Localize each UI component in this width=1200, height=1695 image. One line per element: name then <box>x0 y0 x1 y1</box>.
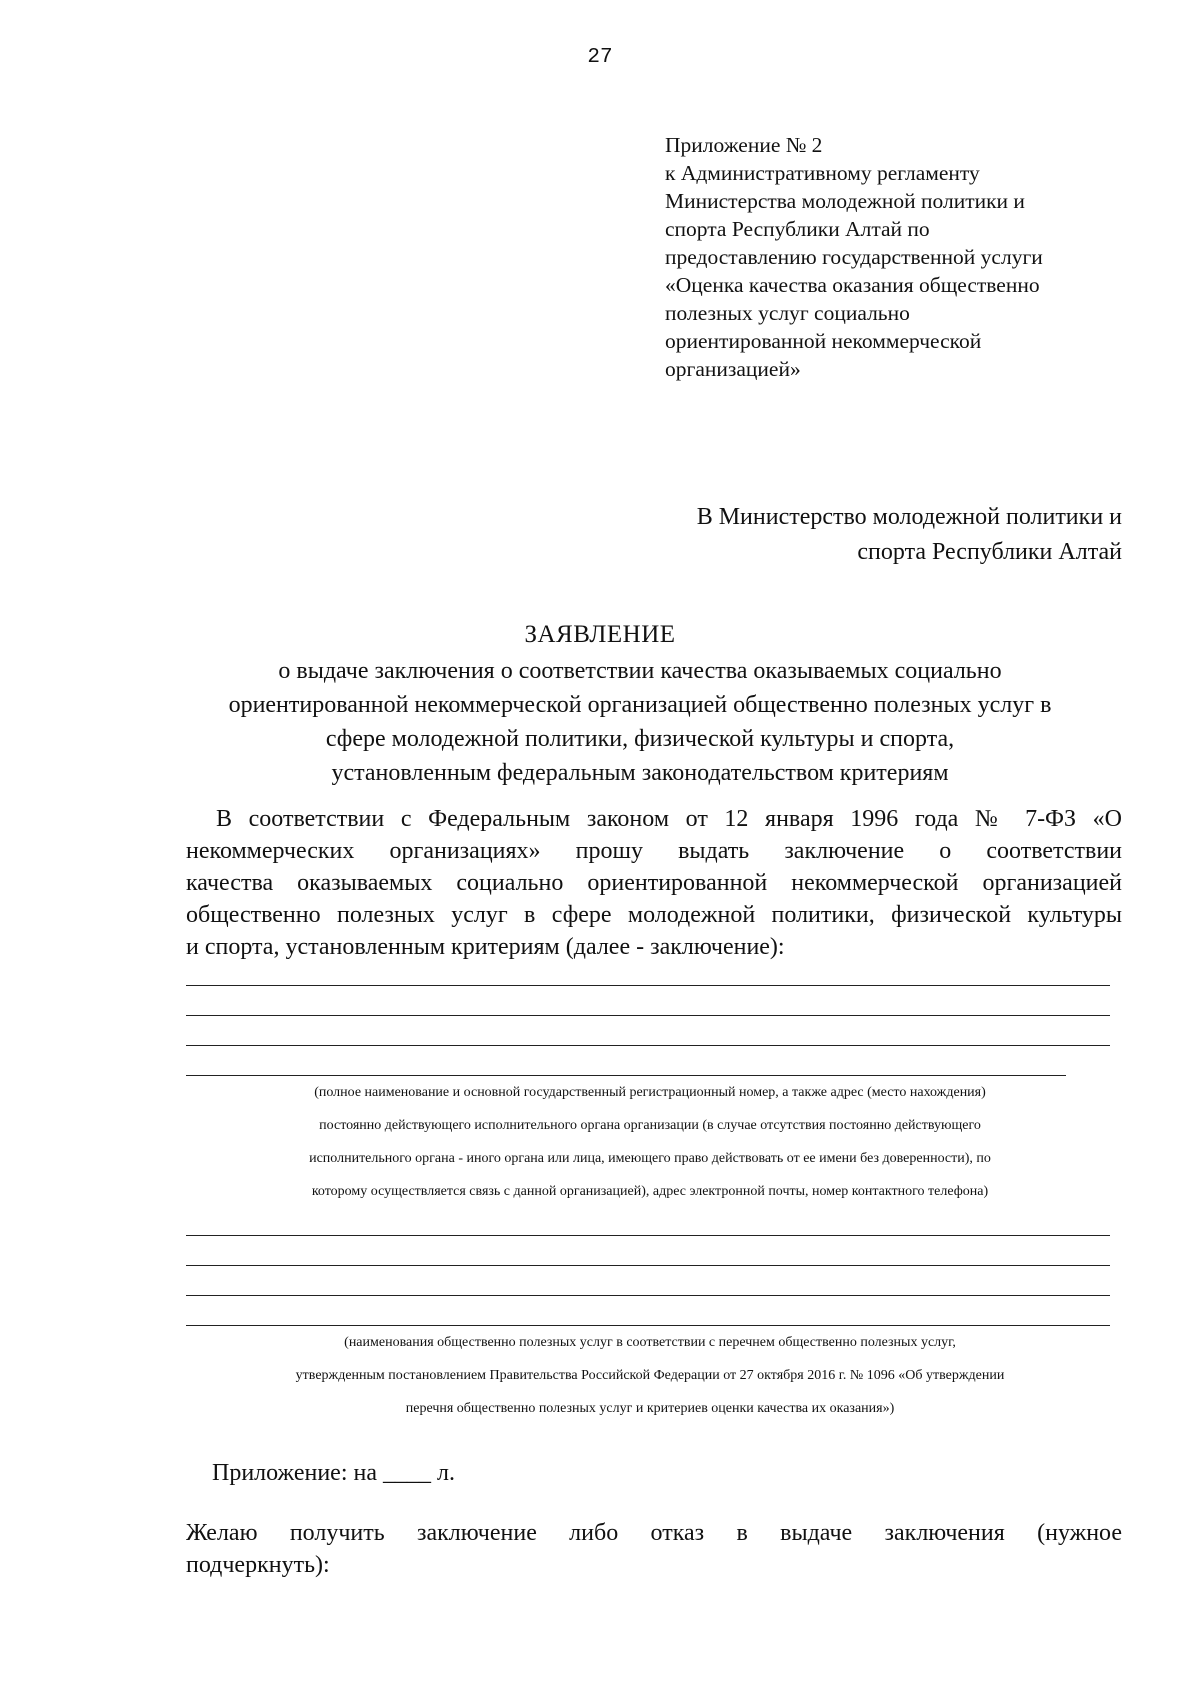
addressee-line: В Министерство молодежной политики и <box>696 504 1122 530</box>
caption-line: постоянно действующего исполнительного органа организации (в случае отсутствия постоянно действующего <box>319 1118 981 1133</box>
appendix-line: Приложение № 2 <box>665 133 823 157</box>
caption-line: которому осуществляется связь с данной организацией), адрес электронной почты, номер контактного телефона) <box>311 1184 989 1199</box>
caption-line: исполнительного органа - иного органа или лица, имеющего право действовать от ее имени без доверенности), по <box>309 1151 991 1166</box>
page-number: 27 <box>587 46 613 69</box>
caption-line: перечня общественно полезных услуг и критериев оценки качества их оказания») <box>405 1401 895 1416</box>
fill-in-line[interactable] <box>186 1295 1110 1296</box>
fill-in-line[interactable] <box>186 1045 1110 1046</box>
fill-in-line[interactable] <box>186 1235 1110 1236</box>
wish-paragraph <box>186 1517 1122 1581</box>
appendix-line: ориентированной некоммерческой <box>665 329 982 353</box>
document-title: ЗАЯВЛЕНИЕ <box>524 621 676 648</box>
appendix-header <box>665 131 1043 383</box>
request-paragraph <box>186 803 1122 963</box>
appendix-line: Министерства молодежной политики и <box>665 189 1025 213</box>
wish-line: Желаю получить заключение либо отказ в выдаче заключения (нужное <box>186 1520 1122 1546</box>
paragraph-line: общественно полезных услуг в сфере молодежной политики, физической культуры <box>186 902 1122 928</box>
services-field-caption <box>150 1326 1150 1425</box>
attachment-line: Приложение: на ____ л. <box>212 1460 455 1486</box>
subtitle-line: ориентированной некоммерческой организацией общественно полезных услуг в <box>228 692 1052 718</box>
subtitle-line: о выдаче заключения о соответствии качества оказываемых социально <box>278 658 1002 684</box>
paragraph-line: качества оказываемых социально ориентированной некоммерческой организацией <box>186 870 1122 896</box>
paragraph-line: некоммерческих организациях» прошу выдать заключение о соответствии <box>186 838 1122 864</box>
addressee-block <box>697 500 1122 570</box>
caption-line: утвержденным постановлением Правительства Российской Федерации от 27 октября 2016 г. № 1096 «Об утверждении <box>295 1368 1005 1383</box>
wish-line: подчеркнуть): <box>186 1552 330 1578</box>
addressee-line: спорта Республики Алтай <box>857 539 1122 565</box>
appendix-line: спорта Республики Алтай по <box>665 217 930 241</box>
appendix-line: предоставлению государственной услуги <box>665 245 1043 269</box>
appendix-line: «Оценка качества оказания общественно <box>665 273 1040 297</box>
fill-in-line[interactable] <box>186 985 1110 986</box>
fill-in-line[interactable] <box>186 1265 1110 1266</box>
caption-line: (наименования общественно полезных услуг в соответствии с перечнем общественно полезных услуг, <box>344 1335 956 1350</box>
subtitle-line: установленным федеральным законодательством критериям <box>331 760 949 786</box>
appendix-line: организацией» <box>665 357 801 381</box>
paragraph-line: и спорта, установленным критериям (далее - заключение): <box>186 934 785 960</box>
subtitle-line: сфере молодежной политики, физической культуры и спорта, <box>325 726 955 752</box>
document-subtitle <box>160 654 1120 790</box>
appendix-line: к Административному регламенту <box>665 161 980 185</box>
paragraph-line: В соответствии с Федеральным законом от 12 января 1996 года № 7-ФЗ «О <box>216 806 1122 832</box>
fill-in-line[interactable] <box>186 1015 1110 1016</box>
appendix-line: полезных услуг социально <box>665 301 910 325</box>
caption-line: (полное наименование и основной государственный регистрационный номер, а также адрес (место нахождения) <box>314 1085 986 1100</box>
organization-field-caption <box>150 1076 1150 1208</box>
